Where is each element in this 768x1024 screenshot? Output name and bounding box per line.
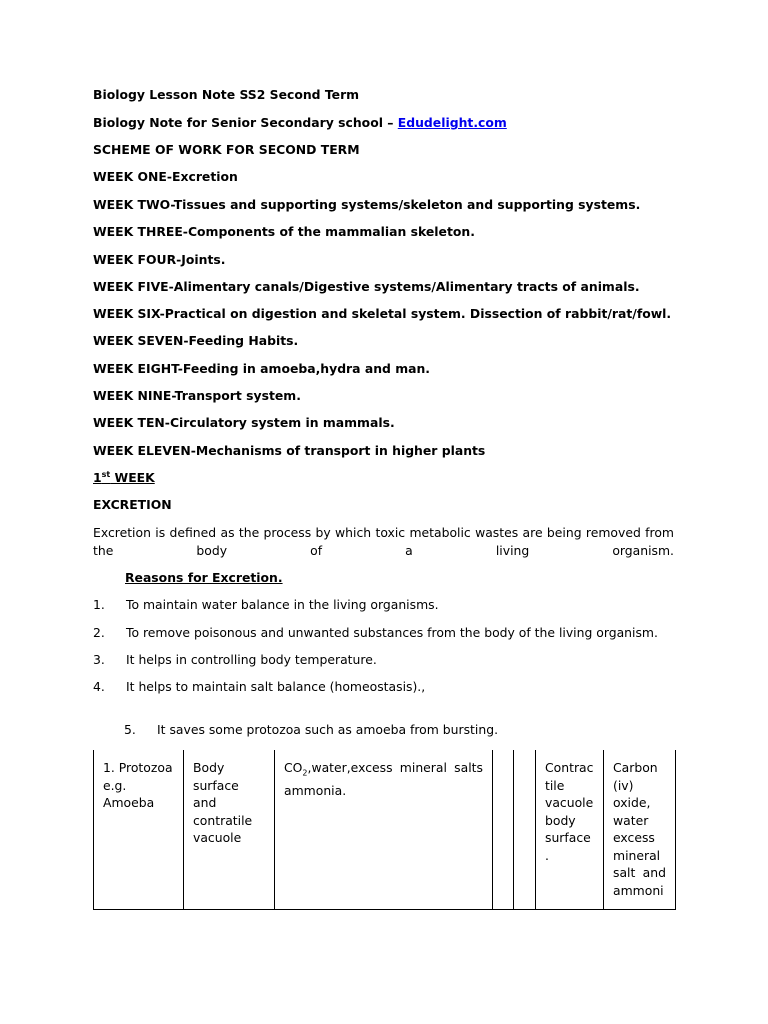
document-subtitle — [93, 115, 507, 131]
scheme-heading: SCHEME OF WORK FOR SECOND TERM — [93, 142, 360, 157]
waste-subscript: 2 — [302, 768, 308, 778]
excretion-definition: Excretion is defined as the process by which toxic metabolic wastes are being removed from the body of a living organism. — [93, 525, 674, 558]
reasons-heading: Reasons for Excretion. — [125, 570, 283, 585]
week-number: 1 — [93, 470, 102, 485]
list-number: 1. — [93, 597, 105, 612]
list-text: It helps to maintain salt balance (homeostasis)., — [126, 679, 426, 694]
scheme-week-4: WEEK FOUR-Joints. — [93, 252, 226, 267]
edudelight-link[interactable]: Edudelight.com — [397, 115, 507, 130]
document-title: Biology Lesson Note SS2 Second Term — [93, 87, 360, 102]
scheme-week-11: WEEK ELEVEN-Mechanisms of transport in higher plants — [93, 443, 486, 458]
scheme-week-3: WEEK THREE-Components of the mammalian skeleton. — [93, 224, 475, 239]
list-number: 3. — [93, 652, 105, 667]
list-number: 2. — [93, 625, 105, 640]
subtitle-text: Biology Note for Senior Secondary school – — [93, 115, 398, 130]
table-cell-organism: 1. Protozoa e.g. Amoeba — [94, 750, 184, 910]
scheme-week-5: WEEK FIVE-Alimentary canals/Digestive systems/Alimentary tracts of animals. — [93, 279, 640, 294]
list-text: To maintain water balance in the living organisms. — [126, 597, 439, 612]
table-cell-organ-2: Contrac tile vacuole body surface. — [536, 750, 604, 910]
table-cell-waste — [275, 750, 493, 910]
table-cell-organ: Body surface and contratile vacuole — [184, 750, 275, 910]
table-cell-empty-1 — [493, 750, 514, 910]
scheme-week-8: WEEK EIGHT-Feeding in amoeba,hydra and man. — [93, 361, 431, 376]
scheme-week-7: WEEK SEVEN-Feeding Habits. — [93, 333, 299, 348]
topic-heading: EXCRETION — [93, 497, 172, 512]
week-ordinal: st — [101, 470, 111, 479]
list-text: It helps in controlling body temperature. — [126, 652, 377, 667]
table-cell-empty-2 — [514, 750, 536, 910]
waste-rest: ,water,excess mineral salts ammonia. — [284, 760, 483, 798]
week-one-heading — [93, 470, 155, 486]
excretion-table — [93, 750, 676, 910]
list-text: To remove poisonous and unwanted substances from the body of the living organism. — [126, 625, 658, 640]
scheme-week-2: WEEK TWO-Tissues and supporting systems/skeleton and supporting systems. — [93, 197, 641, 212]
table-row — [94, 750, 676, 910]
week-label: WEEK — [110, 470, 155, 485]
list-number: 4. — [93, 679, 105, 694]
scheme-week-9: WEEK NINE-Transport system. — [93, 388, 301, 403]
waste-co: CO — [284, 760, 303, 775]
list-text: It saves some protozoa such as amoeba from bursting. — [157, 722, 499, 737]
list-number: 5. — [124, 722, 136, 737]
scheme-week-1: WEEK ONE-Excretion — [93, 169, 238, 184]
scheme-week-10: WEEK TEN-Circulatory system in mammals. — [93, 415, 395, 430]
table-cell-waste-2: Carbon (iv) oxide, water excess mineral salt and ammoni — [604, 750, 676, 910]
scheme-week-6: WEEK SIX-Practical on digestion and skeletal system. Dissection of rabbit/rat/fowl. — [93, 306, 672, 321]
